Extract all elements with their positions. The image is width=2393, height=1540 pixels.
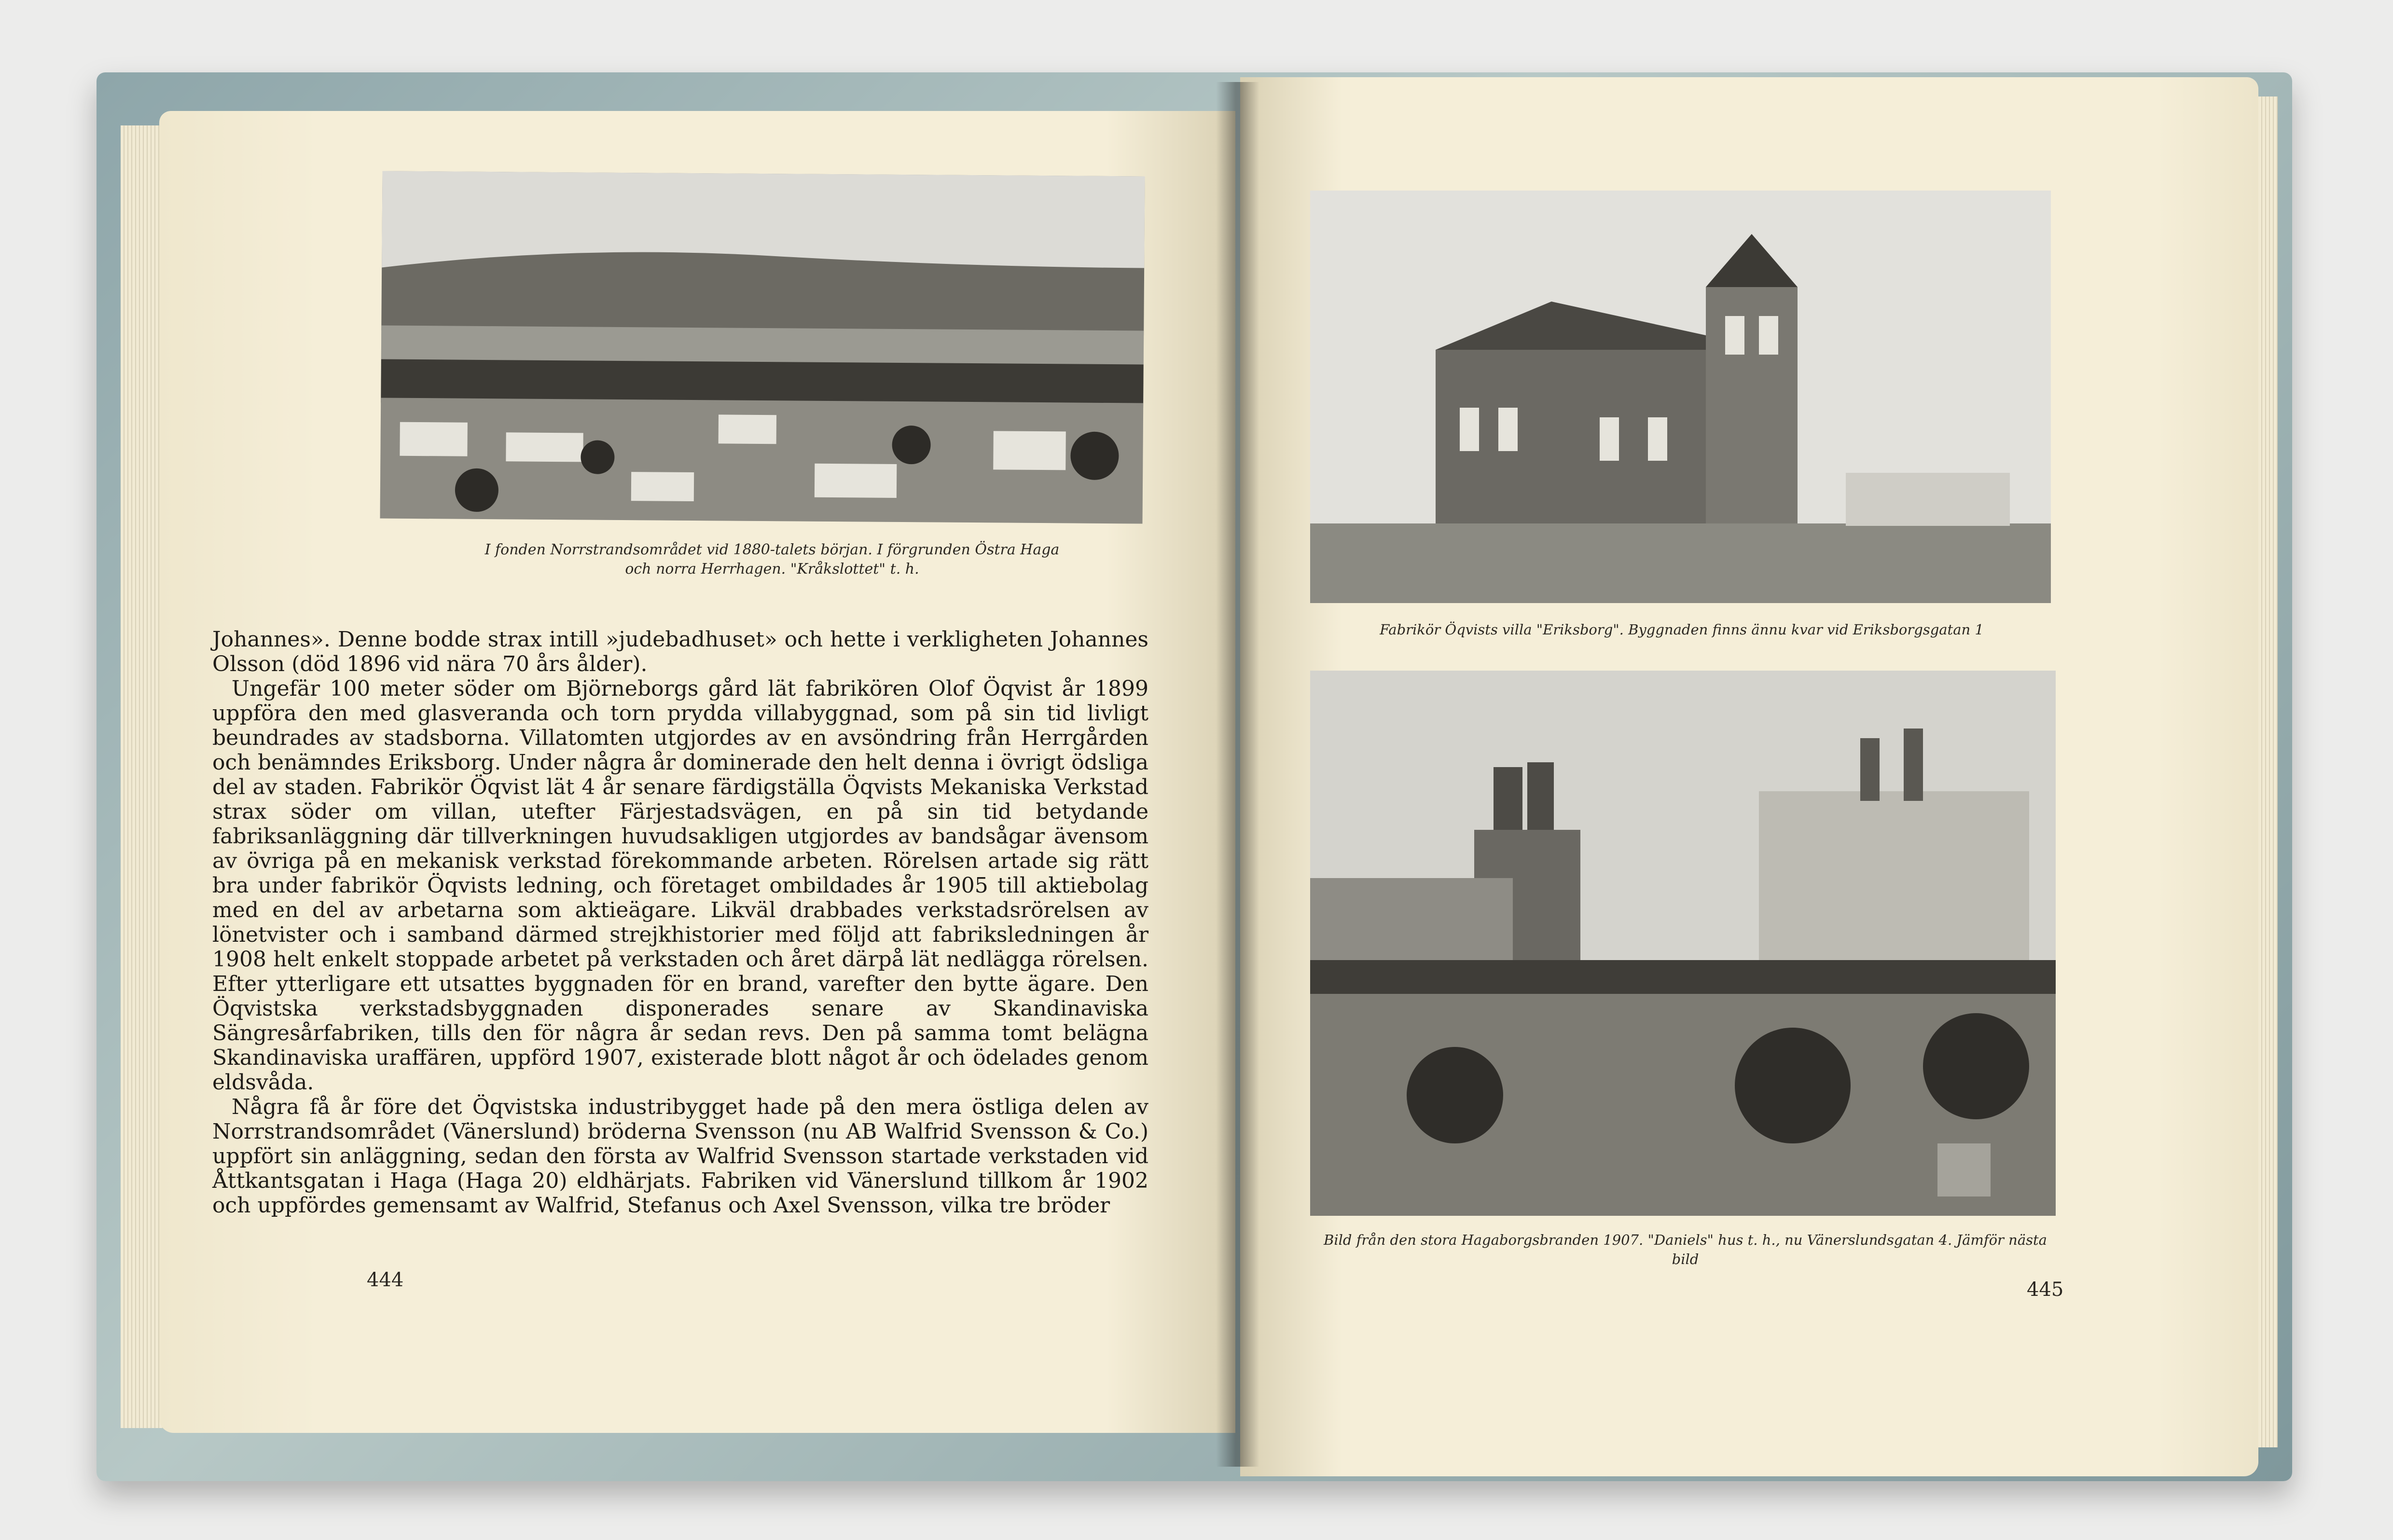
village-panorama-photo bbox=[380, 171, 1145, 523]
fire-ruins-photo bbox=[1310, 671, 2056, 1216]
fire-caption: Bild från den stora Hagaborgsbranden 1907. "Daniels" hus t. h., nu Vänerslundsgatan 4. Jämför nästa bild bbox=[1324, 1232, 2047, 1267]
page-number-right: 445 bbox=[2027, 1279, 2064, 1301]
paragraph: Några få år före det Öqvistska industribygget hade på den mera östliga delen av Norrstrandsområdet (Vänerslund) bröderna Svensson (nu AB Walfrid Svensson & Co.) uppfört sin anläggning, sedan den första av Walfrid Svensson startade verkstaden vid Åttkantsgatan i Haga (Haga 20) eldhärjats. Fabriken vid Vänerslund tillkom år 1902 och uppfördes gemensamt av Walfrid, Stefanus och Axel Svensson, vilka tre bröder bbox=[212, 1095, 1148, 1218]
panorama-caption: I fonden Norrstrandsområdet vid 1880-talets början. I förgrunden Östra Haga och norra Herrhagen. "Kråkslottet" t. h. bbox=[484, 541, 1060, 578]
page-number-left: 444 bbox=[367, 1269, 404, 1291]
villa-eriksborg-photo bbox=[1310, 191, 2051, 603]
paragraph: Johannes». Denne bodde strax intill »judebadhuset» och hette i verkligheten Johannes Olsson (död 1896 vid nära 70 års ålder). bbox=[212, 627, 1148, 676]
villa-caption: Fabrikör Öqvists villa "Eriksborg". Byggnaden finns ännu kvar vid Eriksborgsgatan 1 bbox=[1380, 621, 1984, 638]
paragraph: Ungefär 100 meter söder om Björneborgs gård lät fabrikören Olof Öqvist år 1899 uppföra den med glasveranda och torn prydda villabyggnad, som på sin tid livligt beundrades av stadsborna. Villatomten utgjordes av en avsöndring från Herrgården och benämndes Eriksborg. Under några år dominerade den helt denna i övrigt ödsliga del av staden. Fabrikör Öqvist lät 4 år senare färdigställa Öqvists Mekaniska Verkstad strax söder om villan, utefter Färjestadsvägen, en på sin tid betydande fabriksanläggning där tillverkningen huvudsakligen utgjordes av bandsågar ävensom av övriga på en mekanisk verkstad förekommande arbeten. Rörelsen artade sig rätt bra under fabrikör Öqvists ledning, och företaget ombildades år 1905 till aktiebolag med en del av arbetarna som aktieägare. Likväl drabbades verkstadsrörelsen av lönetvister och i samband därmed strejkhistorier med följd att fabriksledningen år 1908 helt enkelt stoppade arbetet på verkstaden och året därpå lät nedlägga rörelsen. Efter ytterligare ett utsattes byggnaden för en brand, varefter den bytte ägare. Den Öqvistska verkstadsbyggnaden disponerades senare av Skandinaviska Sängresårfabriken, tills den för några år sedan revs. Den på samma tomt belägna Skandinaviska uraffären, uppförd 1907, existerade blott något år och ödelades genom eldsvåda. bbox=[212, 676, 1148, 1095]
book-spine bbox=[1216, 82, 1259, 1467]
body-text bbox=[212, 627, 1148, 1218]
